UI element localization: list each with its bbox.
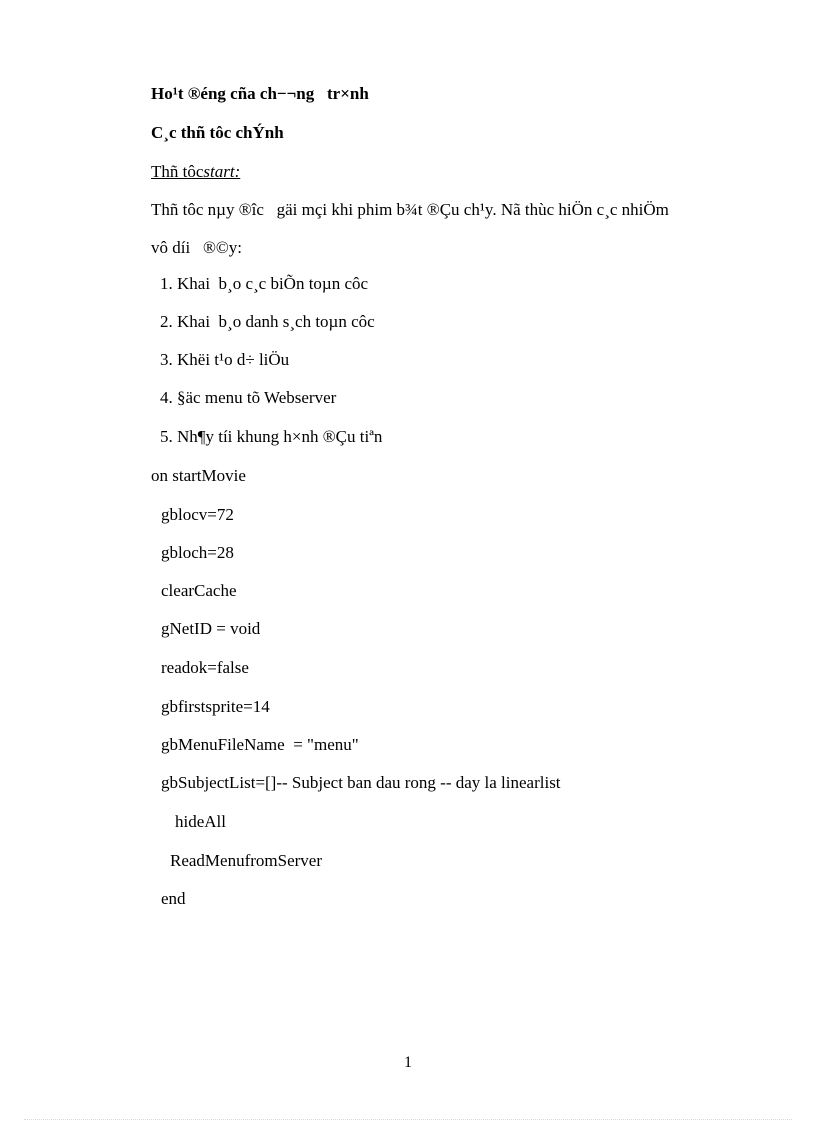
page-number: 1 bbox=[404, 1054, 412, 1071]
code-line: gNetID = void bbox=[161, 619, 261, 638]
list-item: 4. §äc menu tõ Webserver bbox=[160, 388, 337, 407]
code-line: gbMenuFileName = "menu" bbox=[161, 735, 359, 754]
paragraph-line-1: Thñ tôc nµy ®îc gäi mçi khi phim b¾t ®Çu ch¹y. Nã thùc hiÖn c¸c nhiÖm bbox=[151, 200, 669, 219]
subsection-heading: C¸c thñ tôc chÝnh bbox=[151, 123, 284, 142]
code-line: gblocv=72 bbox=[161, 505, 234, 524]
code-line: clearCache bbox=[161, 581, 237, 600]
list-item: 2. Khai b¸o danh s¸ch toµn côc bbox=[160, 312, 375, 331]
code-line-start: on startMovie bbox=[151, 466, 246, 485]
section-heading: Ho¹t ®éng cña ch−¬ng tr×nh bbox=[151, 84, 369, 103]
code-line: gbSubjectList=[]-- Subject ban dau rong -- day la linearlist bbox=[161, 773, 561, 792]
procedure-heading-prefix: Thñ tôc bbox=[151, 162, 204, 181]
code-line: readok=false bbox=[161, 658, 249, 677]
code-line: gbloch=28 bbox=[161, 543, 234, 562]
code-line-readmenu: ReadMenufromServer bbox=[170, 851, 323, 870]
procedure-heading bbox=[151, 162, 240, 182]
procedure-heading-name: start: bbox=[203, 162, 241, 181]
code-line-hideall: hideAll bbox=[175, 812, 226, 831]
list-item: 3. Khëi t¹o d÷ liÖu bbox=[160, 350, 290, 369]
code-line: gbfirstsprite=14 bbox=[161, 697, 270, 716]
list-item: 1. Khai b¸o c¸c biÕn toµn côc bbox=[160, 274, 369, 293]
page-bottom-divider bbox=[24, 1119, 792, 1120]
code-line-end: end bbox=[161, 889, 186, 908]
paragraph-line-2: vô díi ®©y: bbox=[151, 238, 243, 257]
list-item: 5. Nh¶y tíi khung h×nh ®Çu tiªn bbox=[160, 427, 383, 446]
